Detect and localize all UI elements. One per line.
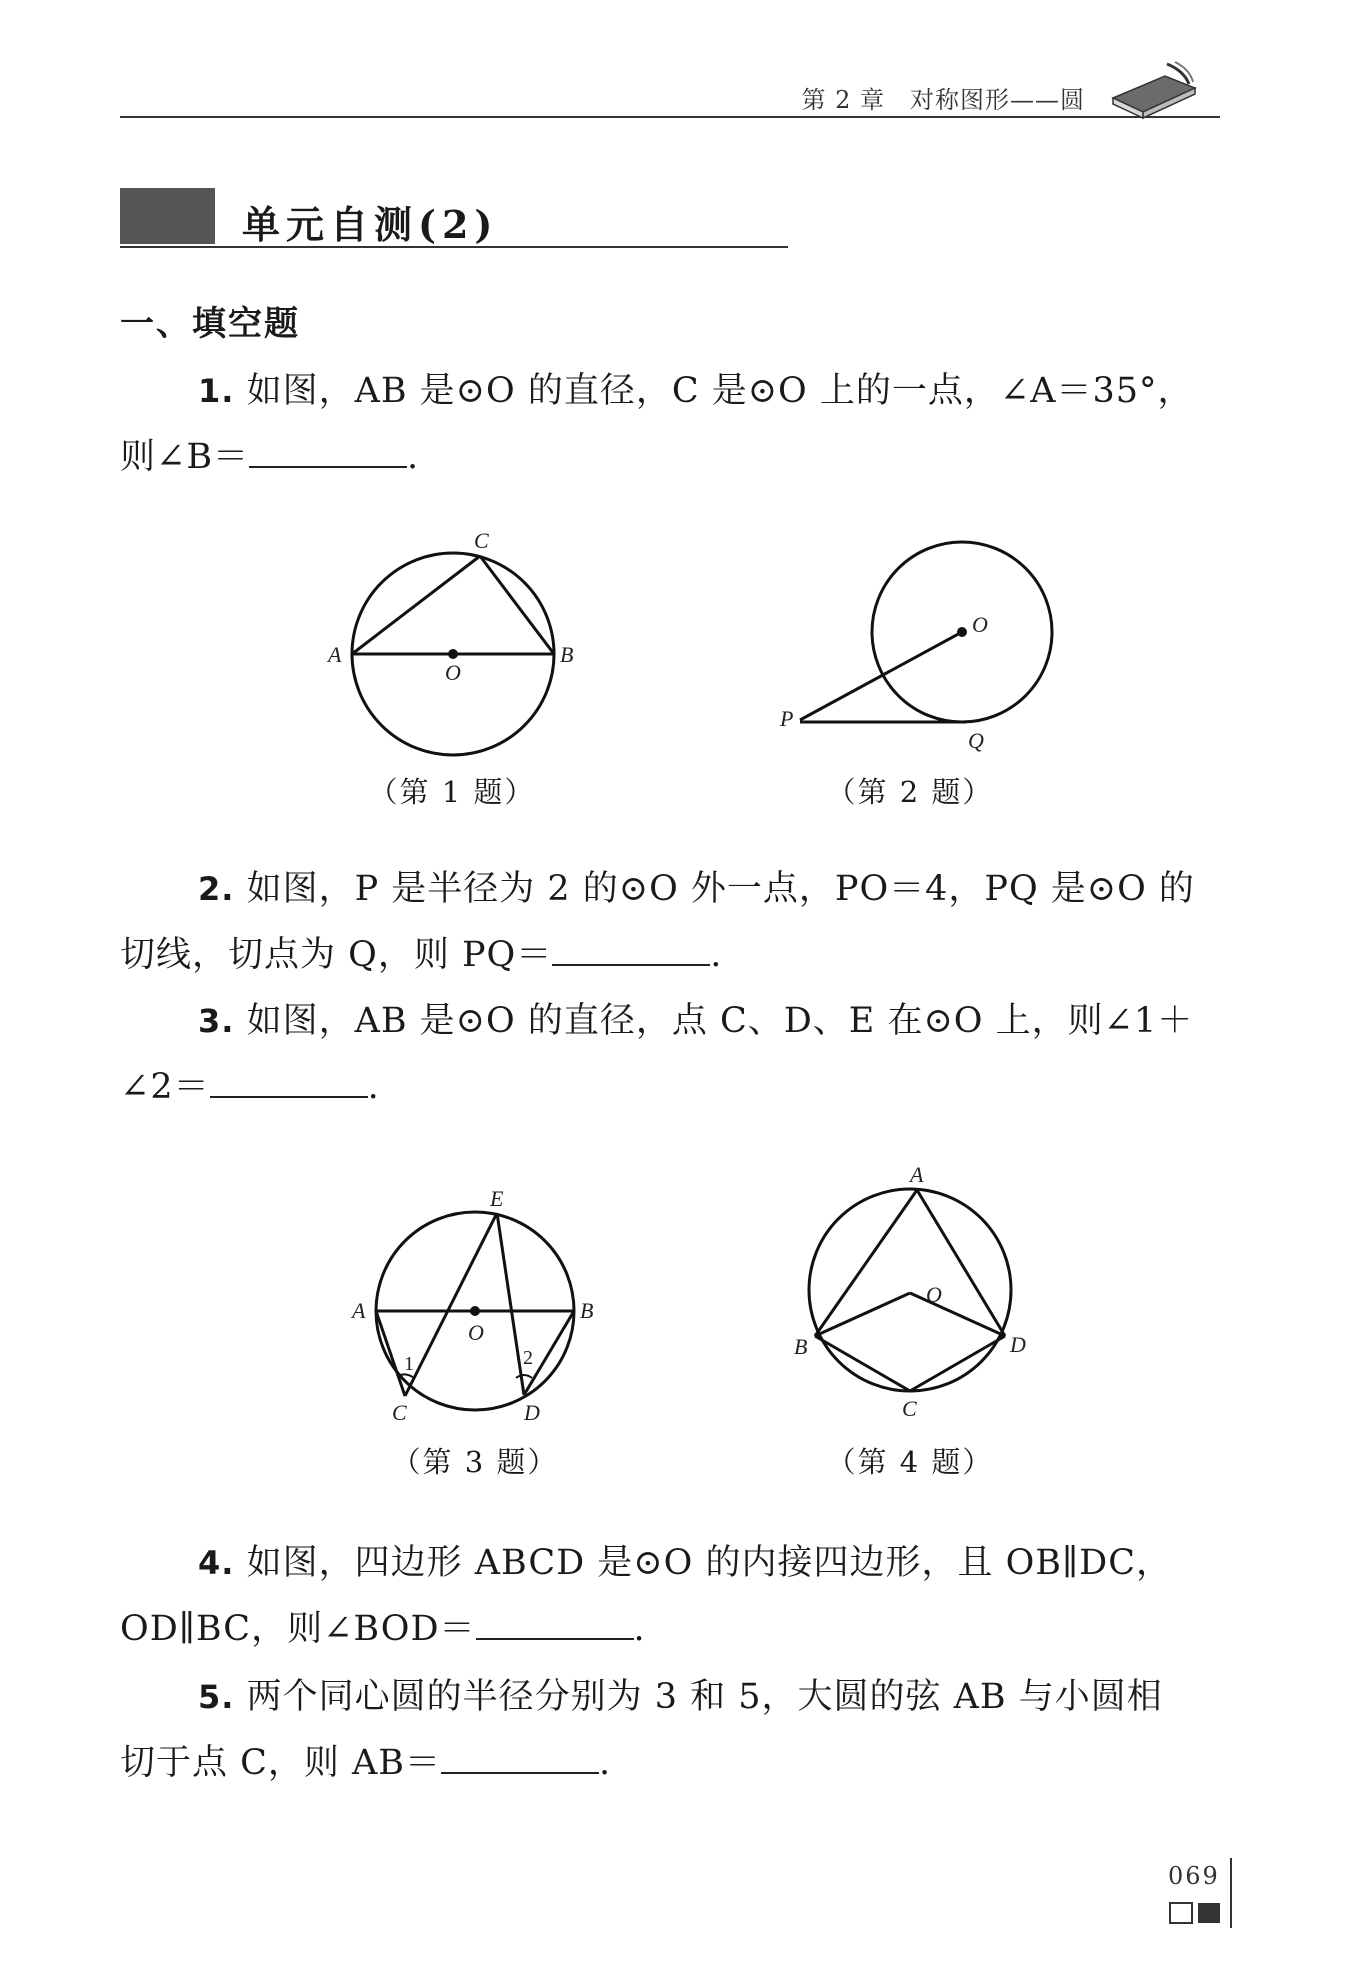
section-heading: 一、填空题 xyxy=(120,304,300,344)
banner-block xyxy=(120,188,215,244)
question-text: 切于点 C，则 AB＝ xyxy=(120,1743,442,1783)
question-3 xyxy=(120,988,1230,1120)
question-text: 如图，四边形 ABCD 是⊙O 的内接四边形，且 OB∥DC， xyxy=(246,1543,1172,1583)
question-text: . xyxy=(599,1743,612,1783)
point-label-q: Q xyxy=(968,728,984,753)
point-label-b: B xyxy=(794,1334,808,1359)
figure-4 xyxy=(780,1166,1040,1430)
page-number: 069 xyxy=(1168,1862,1220,1890)
figure-1 xyxy=(320,528,580,762)
question-text: . xyxy=(710,935,723,975)
section-banner xyxy=(120,188,788,248)
question-text: OD∥BC，则∠BOD＝ xyxy=(120,1609,476,1649)
point-label-b: B xyxy=(560,642,574,667)
question-text: 则∠B＝ xyxy=(120,437,250,477)
question-number: 5. xyxy=(198,1678,235,1716)
book-icon xyxy=(1105,58,1200,124)
figure-caption: （第 3 题） xyxy=(391,1445,559,1479)
figure-caption: （第 4 题） xyxy=(826,1445,994,1479)
figure-3 xyxy=(340,1188,610,1432)
point-label-d: D xyxy=(524,1400,540,1425)
question-text: 如图，P 是半径为 2 的⊙O 外一点，PO＝4，PQ 是⊙O 的 xyxy=(246,869,1195,909)
point-label-e: E xyxy=(490,1188,504,1211)
point-label-o: O xyxy=(445,660,461,685)
question-text: . xyxy=(407,437,420,477)
question-text: 如图，AB 是⊙O 的直径，C 是⊙O 上的一点，∠A＝35°， xyxy=(246,371,1194,411)
point-label-a: A xyxy=(352,1298,366,1323)
point-label-b: B xyxy=(580,1298,594,1323)
question-text: . xyxy=(367,1067,380,1107)
point-label-o: O xyxy=(926,1282,942,1307)
chapter-title: 第 2 章 对称图形——圆 xyxy=(801,86,1085,114)
question-1 xyxy=(120,358,1230,490)
point-label-d: D xyxy=(1010,1332,1026,1357)
question-5 xyxy=(120,1664,1230,1796)
running-header xyxy=(120,58,1220,118)
figure-caption: （第 2 题） xyxy=(826,775,994,809)
question-text: 如图，AB 是⊙O 的直径，点 C、D、E 在⊙O 上，则∠1＋ xyxy=(246,1001,1194,1041)
point-label-c: C xyxy=(392,1400,407,1425)
page-marker-boxes-icon xyxy=(1168,1900,1224,1930)
question-number: 2. xyxy=(198,870,235,908)
question-number: 3. xyxy=(198,1002,235,1040)
section-title: 单元自测(2) xyxy=(242,202,499,247)
question-text: . xyxy=(633,1609,646,1649)
answer-blank[interactable] xyxy=(476,1608,634,1640)
angle-label-1: 1 xyxy=(404,1353,414,1375)
point-label-a: A xyxy=(328,642,342,667)
answer-blank[interactable] xyxy=(249,436,407,468)
question-number: 4. xyxy=(198,1544,235,1582)
answer-blank[interactable] xyxy=(552,934,710,966)
question-text: 切线，切点为 Q，则 PQ＝ xyxy=(120,935,553,975)
answer-blank[interactable] xyxy=(210,1066,368,1098)
point-label-p: P xyxy=(780,706,794,731)
question-2 xyxy=(120,856,1230,988)
point-label-a: A xyxy=(910,1166,924,1187)
point-label-o: O xyxy=(972,612,988,637)
figure-caption: （第 1 题） xyxy=(368,775,536,809)
question-text: 两个同心圆的半径分别为 3 和 5，大圆的弦 AB 与小圆相 xyxy=(246,1677,1163,1717)
angle-label-2: 2 xyxy=(523,1347,533,1369)
question-number: 1. xyxy=(198,372,235,410)
point-label-c: C xyxy=(474,528,489,553)
figure-2 xyxy=(760,532,1080,761)
question-text: ∠2＝ xyxy=(120,1067,210,1107)
point-label-o: O xyxy=(468,1320,484,1345)
page-number-rule xyxy=(1230,1858,1232,1928)
point-label-c: C xyxy=(902,1396,917,1421)
question-4 xyxy=(120,1530,1230,1662)
answer-blank[interactable] xyxy=(441,1742,599,1774)
